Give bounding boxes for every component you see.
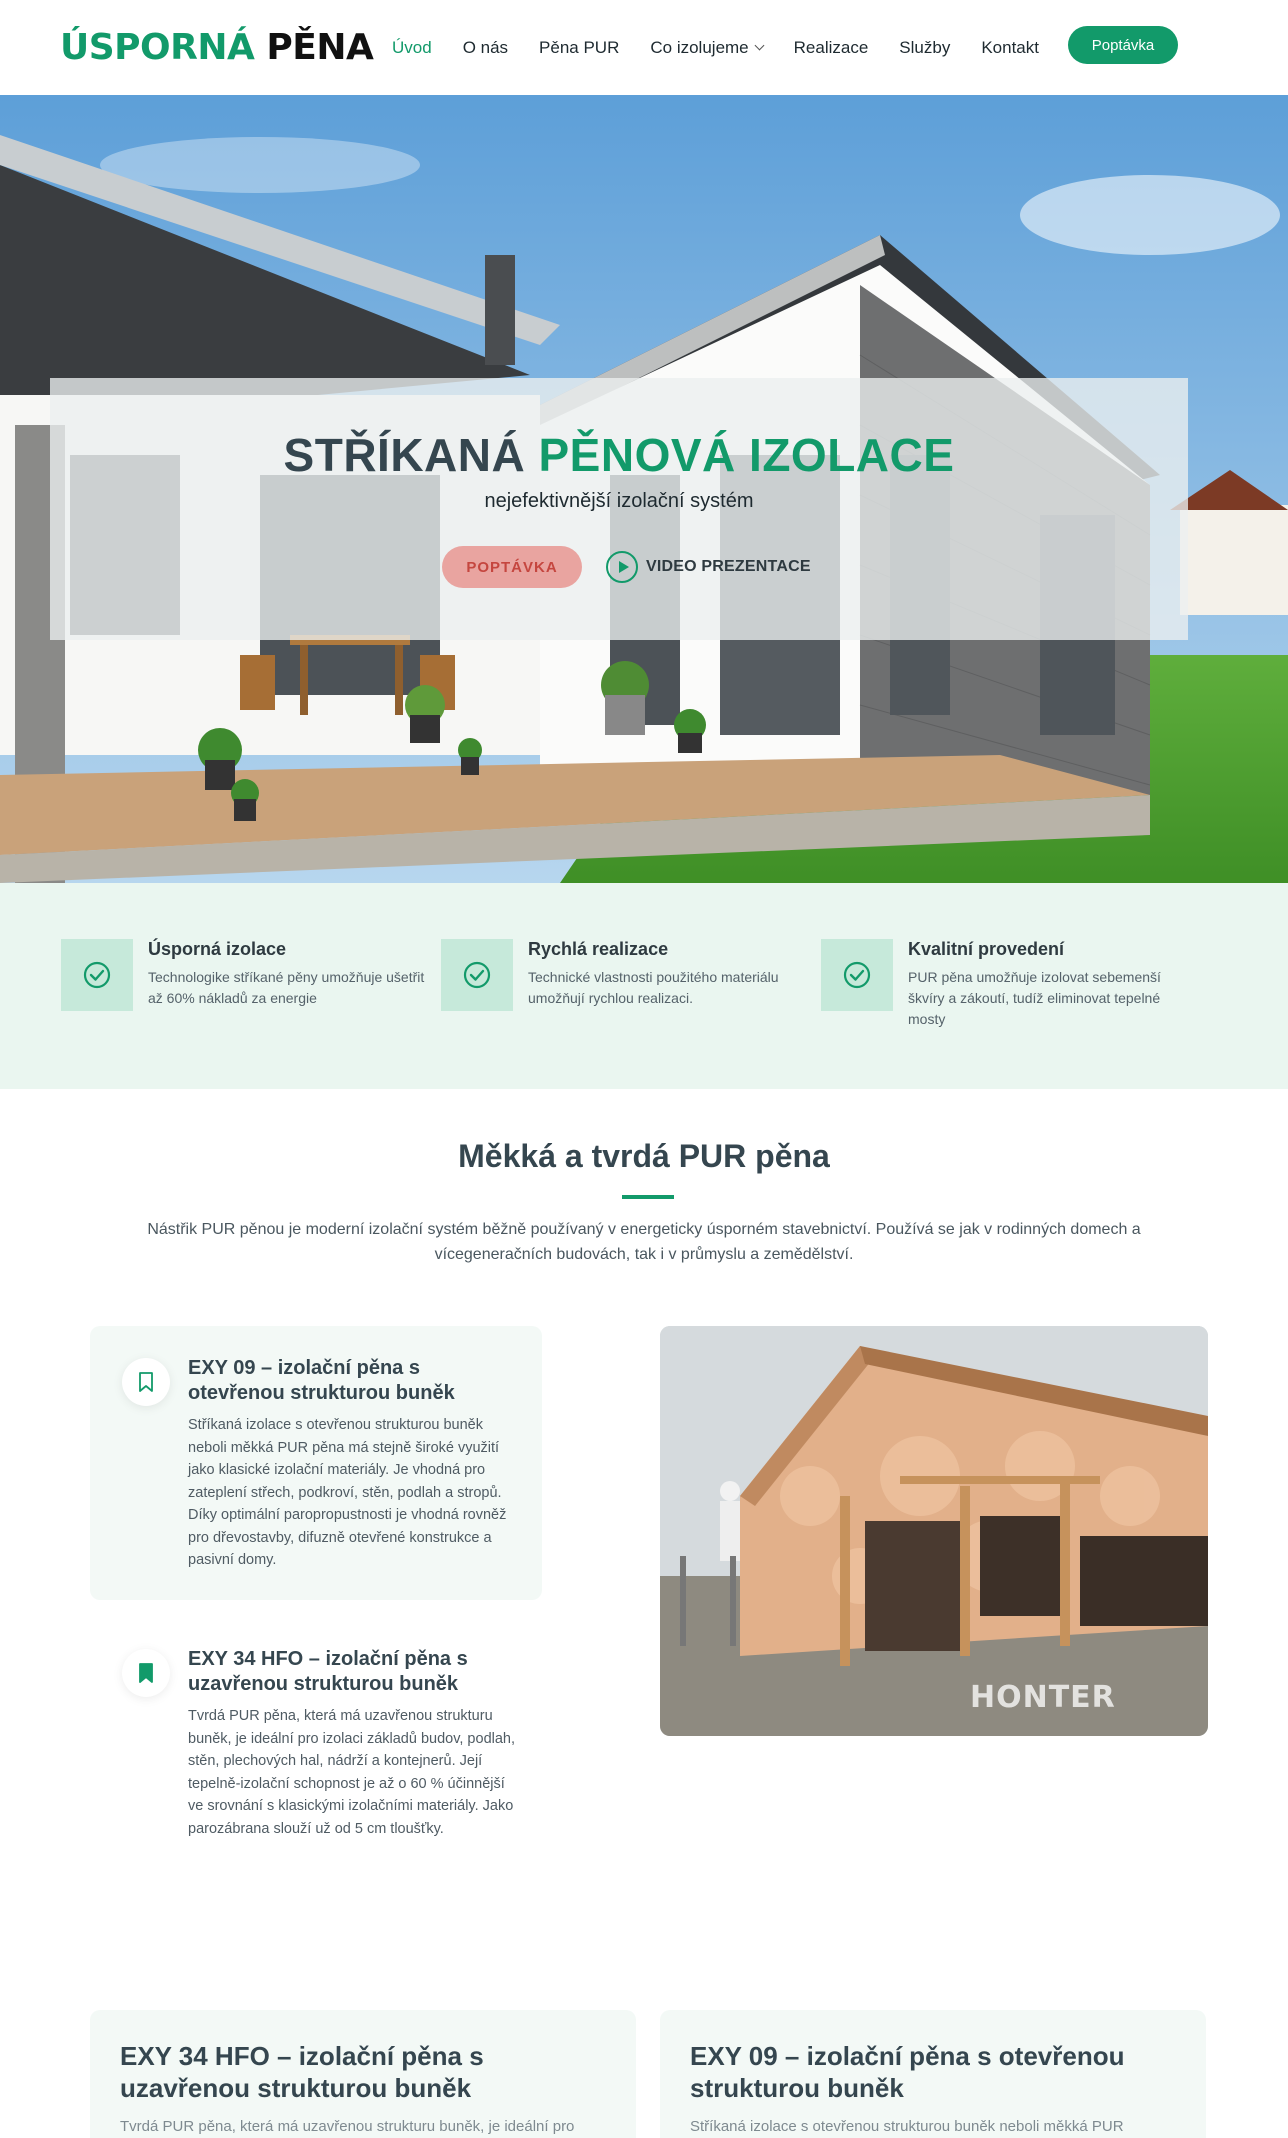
nav-item-o-nas[interactable]: O nás [462,37,509,57]
nav-item-uvod[interactable]: Úvod [392,37,432,57]
title-underline [622,1195,674,1199]
video-prezentace-label: VIDEO PREZENTACE [646,558,811,575]
feature-text: PUR pěna umožňuje izolovat sebemenší škvíry a zákoutí, tudíž eliminovat tepelné mosty [908,969,1161,1027]
photo-watermark: HONTER [970,1680,1116,1715]
nav-item-pena-pur[interactable]: Pěna PUR [539,37,620,57]
product-card-exy34 [90,1617,542,1875]
section-intro-text: Nástřik PUR pěnou je moderní izolační systém běžně používaný v energeticky úsporném stavebnictví. Používá se jak v rodinných domech a vícegeneračních budovách, tak i v průmyslu a zemědělství. [147,1221,1141,1263]
site-header [0,0,1288,95]
bottom-card-title: EXY 34 HFO – izolační pěna s uzavřenou strukturou buněk [120,2041,484,2103]
features-band [0,883,1288,1089]
hero-title-accent: PĚNOVÁ IZOLACE [538,429,955,481]
play-circle-icon [606,551,638,583]
timber-frame-photo [660,1326,1208,1736]
product-card-exy09 [90,1326,542,1600]
video-prezentace-link[interactable] [606,550,811,584]
bottom-card-exy09[interactable] [660,2010,1206,2138]
nav-item-sluzby[interactable]: Služby [899,37,951,57]
check-circle-icon [441,939,513,1011]
insulated-building-image [660,1326,1208,1736]
feature-text: Technické vlastnosti použitého materiálu umožňují rychlou realizaci. [528,969,779,1006]
bookmark-outline-icon [122,1358,170,1406]
product-title: EXY 34 HFO – izolační pěna s uzavřenou strukturou buněk [188,1648,468,1695]
hero-poptavka-button[interactable]: POPTÁVKA [442,546,582,588]
main-nav [392,0,1070,95]
bottom-card-exy34[interactable] [90,2010,636,2138]
product-title: EXY 09 – izolační pěna s otevřenou strukturou buněk [188,1357,455,1404]
chevron-down-icon [754,41,764,51]
feature-title: Rychlá realizace [528,939,669,959]
check-circle-icon [821,939,893,1011]
poptavka-header-button[interactable]: Poptávka [1068,26,1178,64]
section-title: Měkká a tvrdá PUR pěna [458,1138,830,1174]
product-text: Stříkaná izolace s otevřenou strukturou buněk neboli měkká PUR pěna má stejně široké využití jako klasické izolační materiály. Je vhodná pro zateplení střech, podkroví, stěn, podlah a stropů. Díky optimální paropropustnosti je vhodná rovněž pro dřevostavby, difuzně otevřené konstrukce a pasivní domy. [188,1417,507,1568]
hero-title [50,428,1188,482]
feature-item [61,939,425,1039]
hero-section [0,95,1288,883]
site-logo[interactable] [60,26,373,70]
feature-text: Technologike stříkané pěny umožňuje ušetřit až 60% nákladů za energie [148,969,425,1006]
feature-title: Kvalitní provedení [908,939,1065,959]
hero-subtitle: nejefektivnější izolační systém [484,490,754,512]
nav-item-kontakt[interactable]: Kontakt [981,37,1039,57]
bottom-card-text: Stříkaná izolace s otevřenou strukturou buněk neboli měkká PUR [690,2118,1124,2135]
bottom-card-title: EXY 09 – izolační pěna s otevřenou strukturou buněk [690,2041,1125,2103]
bookmark-filled-icon [122,1649,170,1697]
hero-title-part1: STŘÍKANÁ [283,429,526,481]
logo-word-2: PĚNA [266,27,374,68]
nav-item-realizace[interactable]: Realizace [793,37,869,57]
feature-title: Úsporná izolace [148,939,287,959]
nav-item-co-izolujeme-label: Co izolujeme [650,37,749,57]
feature-item [441,939,801,1039]
feature-item [821,939,1181,1039]
logo-word-1: ÚSPORNÁ [60,27,255,68]
nav-item-co-izolujeme[interactable] [650,38,762,58]
product-text: Tvrdá PUR pěna, která má uzavřenou strukturu buněk, je ideální pro izolaci základů budov, podlah, stěn, plechových hal, nádrží a kontejnerů. Její tepelně-izolační schopnost je až o 60 % účinnější ve srovnání s klasickými izolačními materiály. Jako parozábrana slouží už od 5 cm tloušťky. [188,1708,516,1837]
hero-overlay-panel [50,378,1188,640]
check-circle-icon [61,939,133,1011]
bottom-card-text: Tvrdá PUR pěna, která má uzavřenou strukturu buněk, je ideální pro [120,2118,575,2135]
